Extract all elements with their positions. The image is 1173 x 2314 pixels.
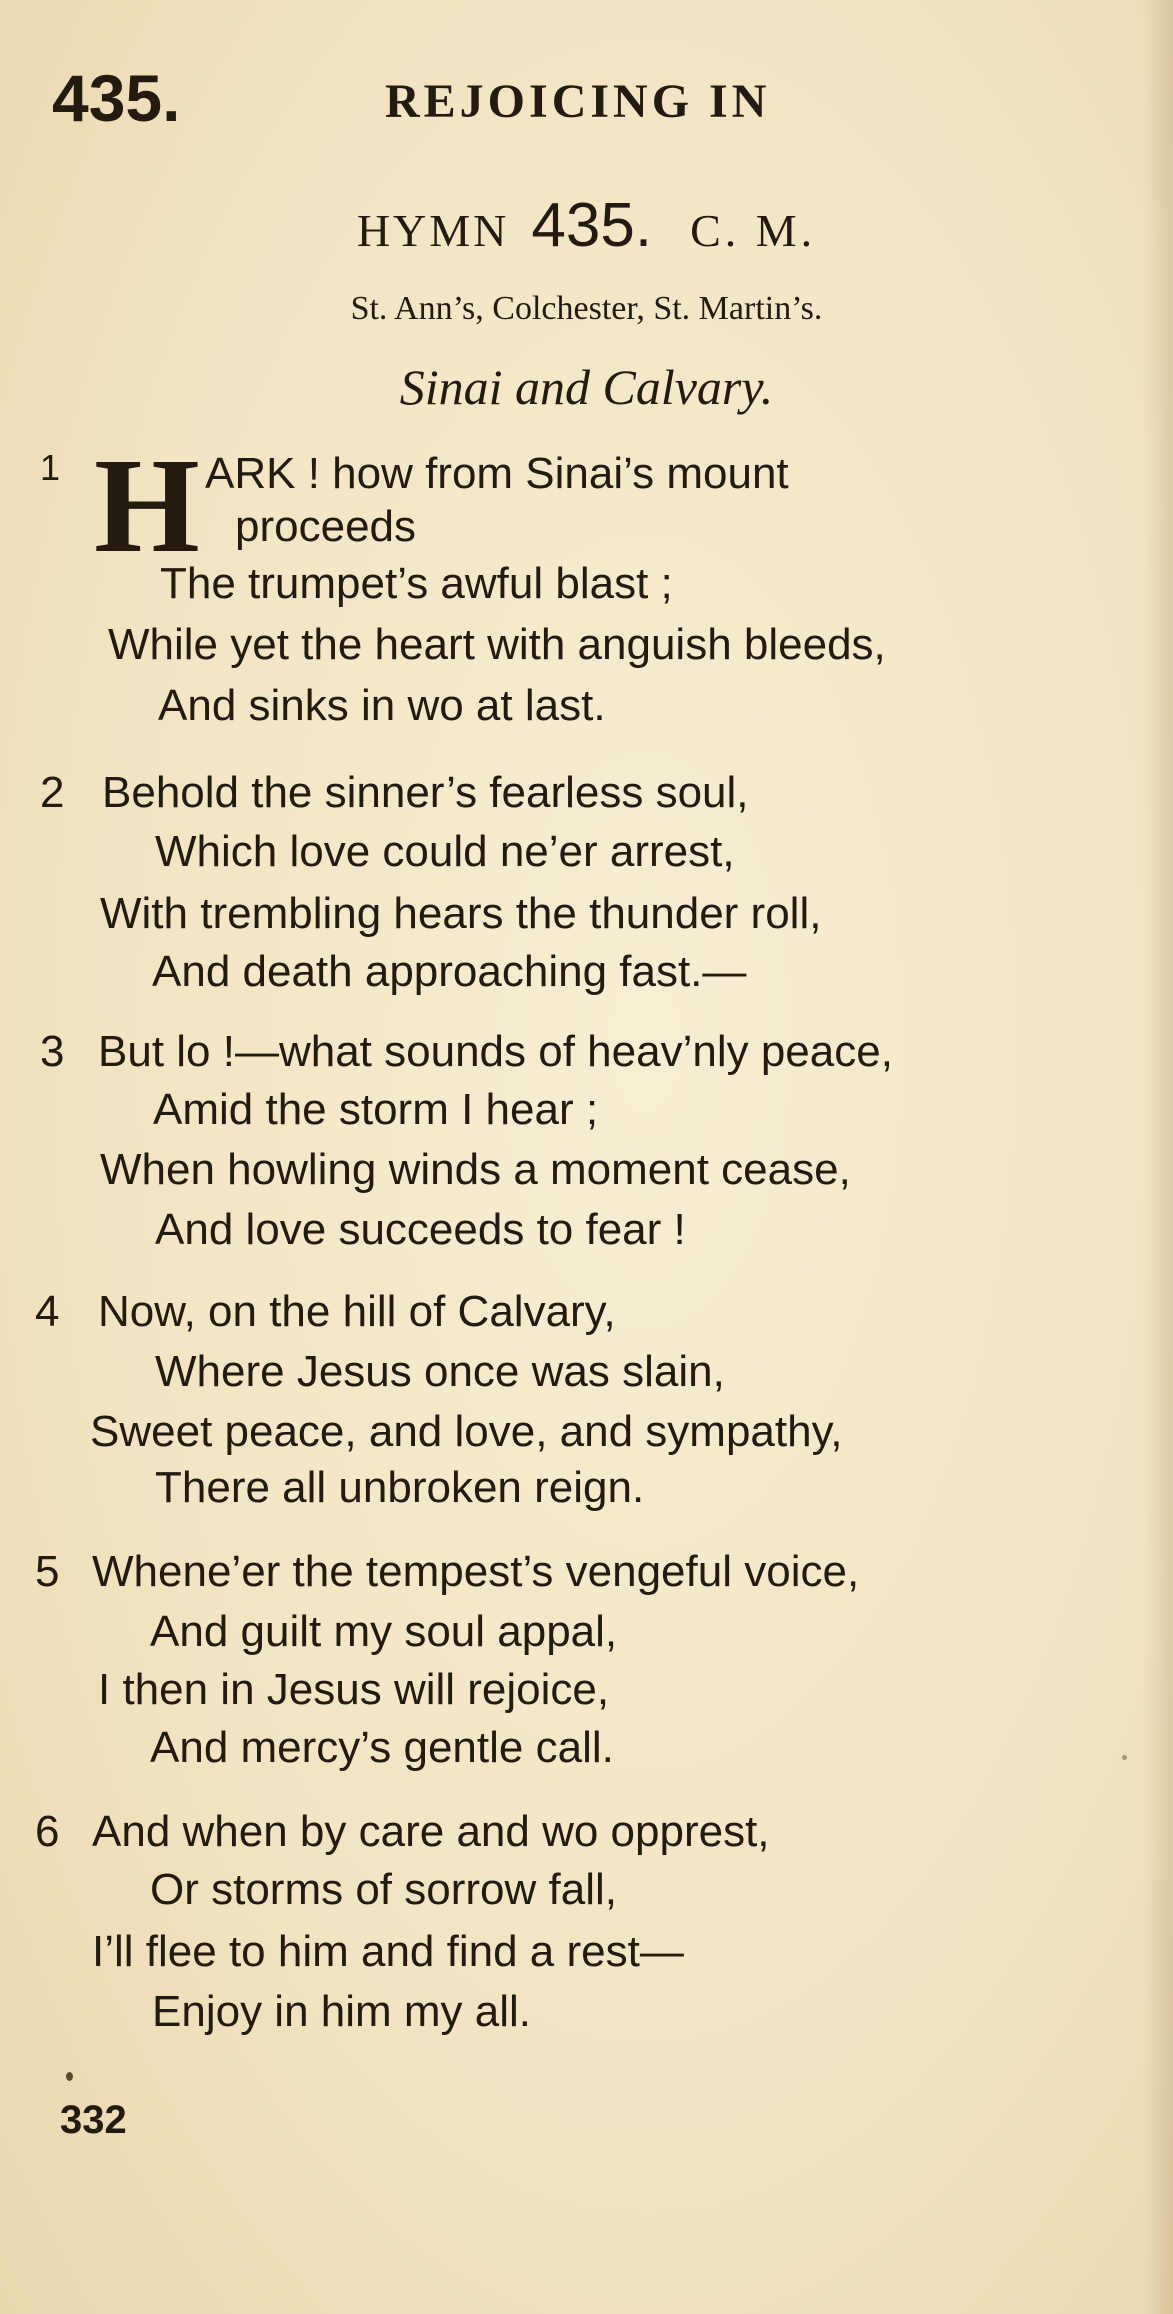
verse-2-line-2: Which love could ne’er arrest, [155, 827, 735, 876]
verse-6-line-1: And when by care and wo opprest, [92, 1807, 770, 1856]
hymn-label: HYMN [356, 205, 510, 256]
verse-number-3: 3 [40, 1027, 65, 1076]
running-head [0, 60, 1173, 140]
hymn-meter: C. M. [690, 205, 817, 256]
verse-4-line-1: Now, on the hill of Calvary, [98, 1287, 616, 1336]
verse-1-line-2: proceeds [235, 502, 417, 551]
verse-5-line-3: I then in Jesus will rejoice, [98, 1665, 610, 1714]
hymn-tunes: St. Ann’s, Colchester, St. Martin’s. [350, 290, 823, 327]
ink-speck [1122, 1755, 1127, 1760]
hymn-header [0, 190, 1173, 261]
drop-cap: H [94, 431, 200, 581]
page-edge-shadow [1143, 0, 1173, 2314]
verse-1-line-3: The trumpet’s awful blast ; [160, 559, 673, 608]
verse-5-line-4: And mercy’s gentle call. [150, 1723, 614, 1772]
verse-1-line-1: ARK ! how from Sinai’s mount [205, 449, 789, 498]
verse-number-1: 1 [40, 447, 61, 488]
footer-page-number: 332 [60, 2098, 127, 2142]
verse-1-line-4: While yet the heart with anguish bleeds, [108, 620, 886, 669]
verse-2-line-4: And death approaching fast.— [152, 947, 747, 996]
verse-6-line-4: Enjoy in him my all. [152, 1987, 532, 2036]
verse-5-line-1: Whene’er the tempest’s vengeful voice, [92, 1547, 860, 1596]
running-head-page-number: 435. [52, 61, 181, 135]
hymn-subject: Sinai and Calvary. [399, 359, 774, 415]
verse-3-line-2: Amid the storm I hear ; [153, 1085, 599, 1134]
verse-5-line-2: And guilt my soul appal, [150, 1607, 618, 1656]
verse-3-line-4: And love succeeds to fear ! [155, 1205, 686, 1254]
verse-4-line-2: Where Jesus once was slain, [155, 1347, 725, 1396]
verse-2-line-3: With trembling hears the thunder roll, [100, 889, 822, 938]
verse-3-line-1: But lo !—what sounds of heav’nly peace, [98, 1027, 893, 1076]
ink-speck [66, 2072, 73, 2081]
verse-4-line-4: There all unbroken reign. [155, 1463, 645, 1512]
verse-number-2: 2 [40, 768, 65, 817]
verse-4-line-3: Sweet peace, and love, and sympathy, [90, 1407, 843, 1456]
hymn-number: 435. [531, 191, 653, 260]
verse-6-line-2: Or storms of sorrow fall, [150, 1865, 617, 1914]
verse-number-4: 4 [35, 1287, 60, 1336]
verse-1-line-5: And sinks in wo at last. [158, 681, 606, 730]
verse-2-line-1: Behold the sinner’s fearless soul, [102, 768, 749, 817]
verse-number-5: 5 [35, 1547, 60, 1596]
verse-6-line-3: I’ll flee to him and find a rest— [92, 1927, 684, 1976]
verse-3-line-3: When howling winds a moment cease, [100, 1145, 851, 1194]
verse-number-6: 6 [35, 1807, 60, 1856]
running-head-title: REJOICING IN [385, 75, 771, 128]
